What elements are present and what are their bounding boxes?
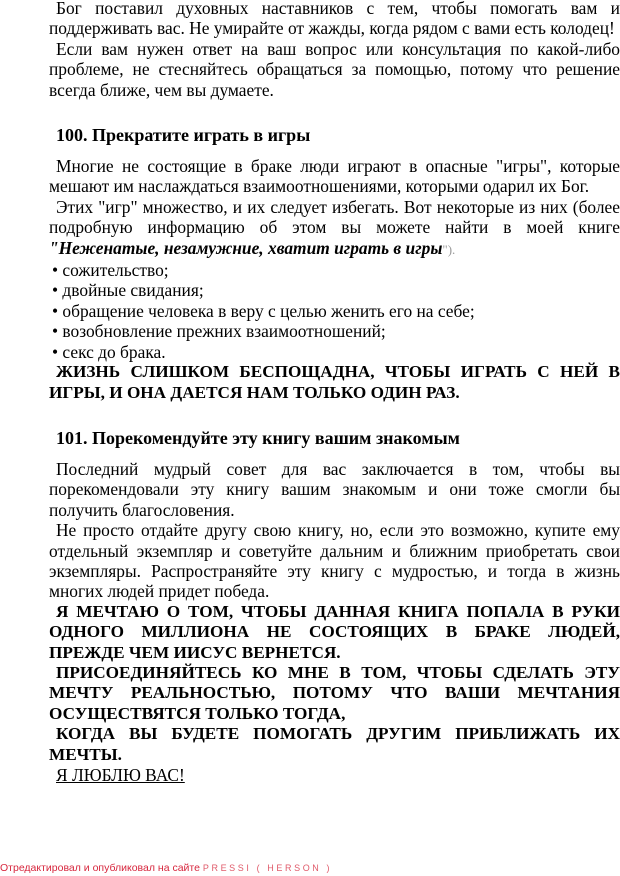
intro-paragraph-2: Если вам нужен ответ на ваш вопрос или консультация по какой-либо проблеме, не стесняйтесь обращаться за помощью, потому что решение всегда ближе, чем вы думаете. (49, 38, 620, 100)
section-101-paragraph-1: Последний мудрый совет для вас заключается в том, чтобы вы порекомендовали эту книгу вашим знакомым и они тоже смогли бы получить благословения. (49, 458, 620, 520)
section-101-caps-1: Я МЕЧТАЮ О ТОМ, ЧТОБЫ ДАННАЯ КНИГА ПОПАЛА В РУКИ ОДНОГО МИЛЛИОНА НЕ СОСТОЯЩИХ В БРАКЕ ЛЮДЕЙ, ПРЕЖДЕ ЧЕМ ИИСУС ВЕРНЕТСЯ. (49, 601, 620, 662)
bullet-item: • обращение человека в веру с целью женить его на себе; (52, 300, 475, 321)
footer-brand: PRESSI ( HERSON ) (202, 863, 333, 873)
paragraph-2-text: Этих "игр" множество, и их следует избегать. Вот некоторые из них (более подробную информацию об этом вы можете найти в моей книге (49, 196, 620, 238)
section-100-paragraph-1: Многие не состоящие в браке люди играют в опасные "игры", которые мешают им наслаждаться взаимоотношениями, которыми одарил их Бог. (49, 156, 620, 197)
bullet-item: • возобновление прежних взаимоотношений; (52, 321, 386, 342)
book-title: "Неженатые, незамужние, хватит играть в игры (49, 237, 443, 258)
love-line (49, 765, 620, 785)
section-100-heading: 100. Прекратите играть в игры (56, 125, 311, 146)
love-statement: Я ЛЮБЛЮ ВАС! (56, 765, 185, 785)
intro-paragraph-1: Бог поставил духовных наставников с тем, чтобы помогать вам и поддерживать вас. Не умирайте от жажды, когда рядом с вами есть колодец! (49, 0, 620, 39)
book-title-close: "). (442, 241, 456, 257)
document-page (49, 0, 620, 785)
bullet-item: • секс до брака. (52, 341, 166, 362)
section-100-paragraph-2 (49, 197, 620, 260)
section-100-caps-statement: ЖИЗНЬ СЛИШКОМ БЕСПОЩАДНА, ЧТОБЫ ИГРАТЬ С НЕЙ В ИГРЫ, И ОНА ДАЕТСЯ НАМ ТОЛЬКО ОДИН РАЗ. (49, 362, 620, 402)
section-101-caps-3: КОГДА ВЫ БУДЕТЕ ПОМОГАТЬ ДРУГИМ ПРИБЛИЖАТЬ ИХ МЕЧТЫ. (49, 724, 620, 764)
section-101-caps-2: ПРИСОЕДИНЯЙТЕСЬ КО МНЕ В ТОМ, ЧТОБЫ СДЕЛАТЬ ЭТУ МЕЧТУ РЕАЛЬНОСТЬЮ, ПОТОМУ ЧТО ВАШИ МЕЧТАНИЯ ОСУЩЕСТВЯТСЯ ТОЛЬКО ТОГДА, (49, 662, 620, 723)
footer-text: Отредактировал и опубликовал на сайте (0, 862, 200, 874)
section-101-paragraph-2: Не просто отдайте другу свою книгу, но, если это возможно, купите ему отдельный экземпляр и советуйте дальним и ближним приобретать свои экземпляры. Распространяйте эту книгу с мудростью, и тогда в жизнь многих людей придет победа. (49, 520, 620, 602)
bullet-item: • сожительство; (52, 260, 169, 281)
section-101-heading: 101. Порекомендуйте эту книгу вашим знакомым (56, 427, 460, 448)
bullet-item: • двойные свидания; (52, 280, 204, 301)
footer (0, 862, 332, 874)
